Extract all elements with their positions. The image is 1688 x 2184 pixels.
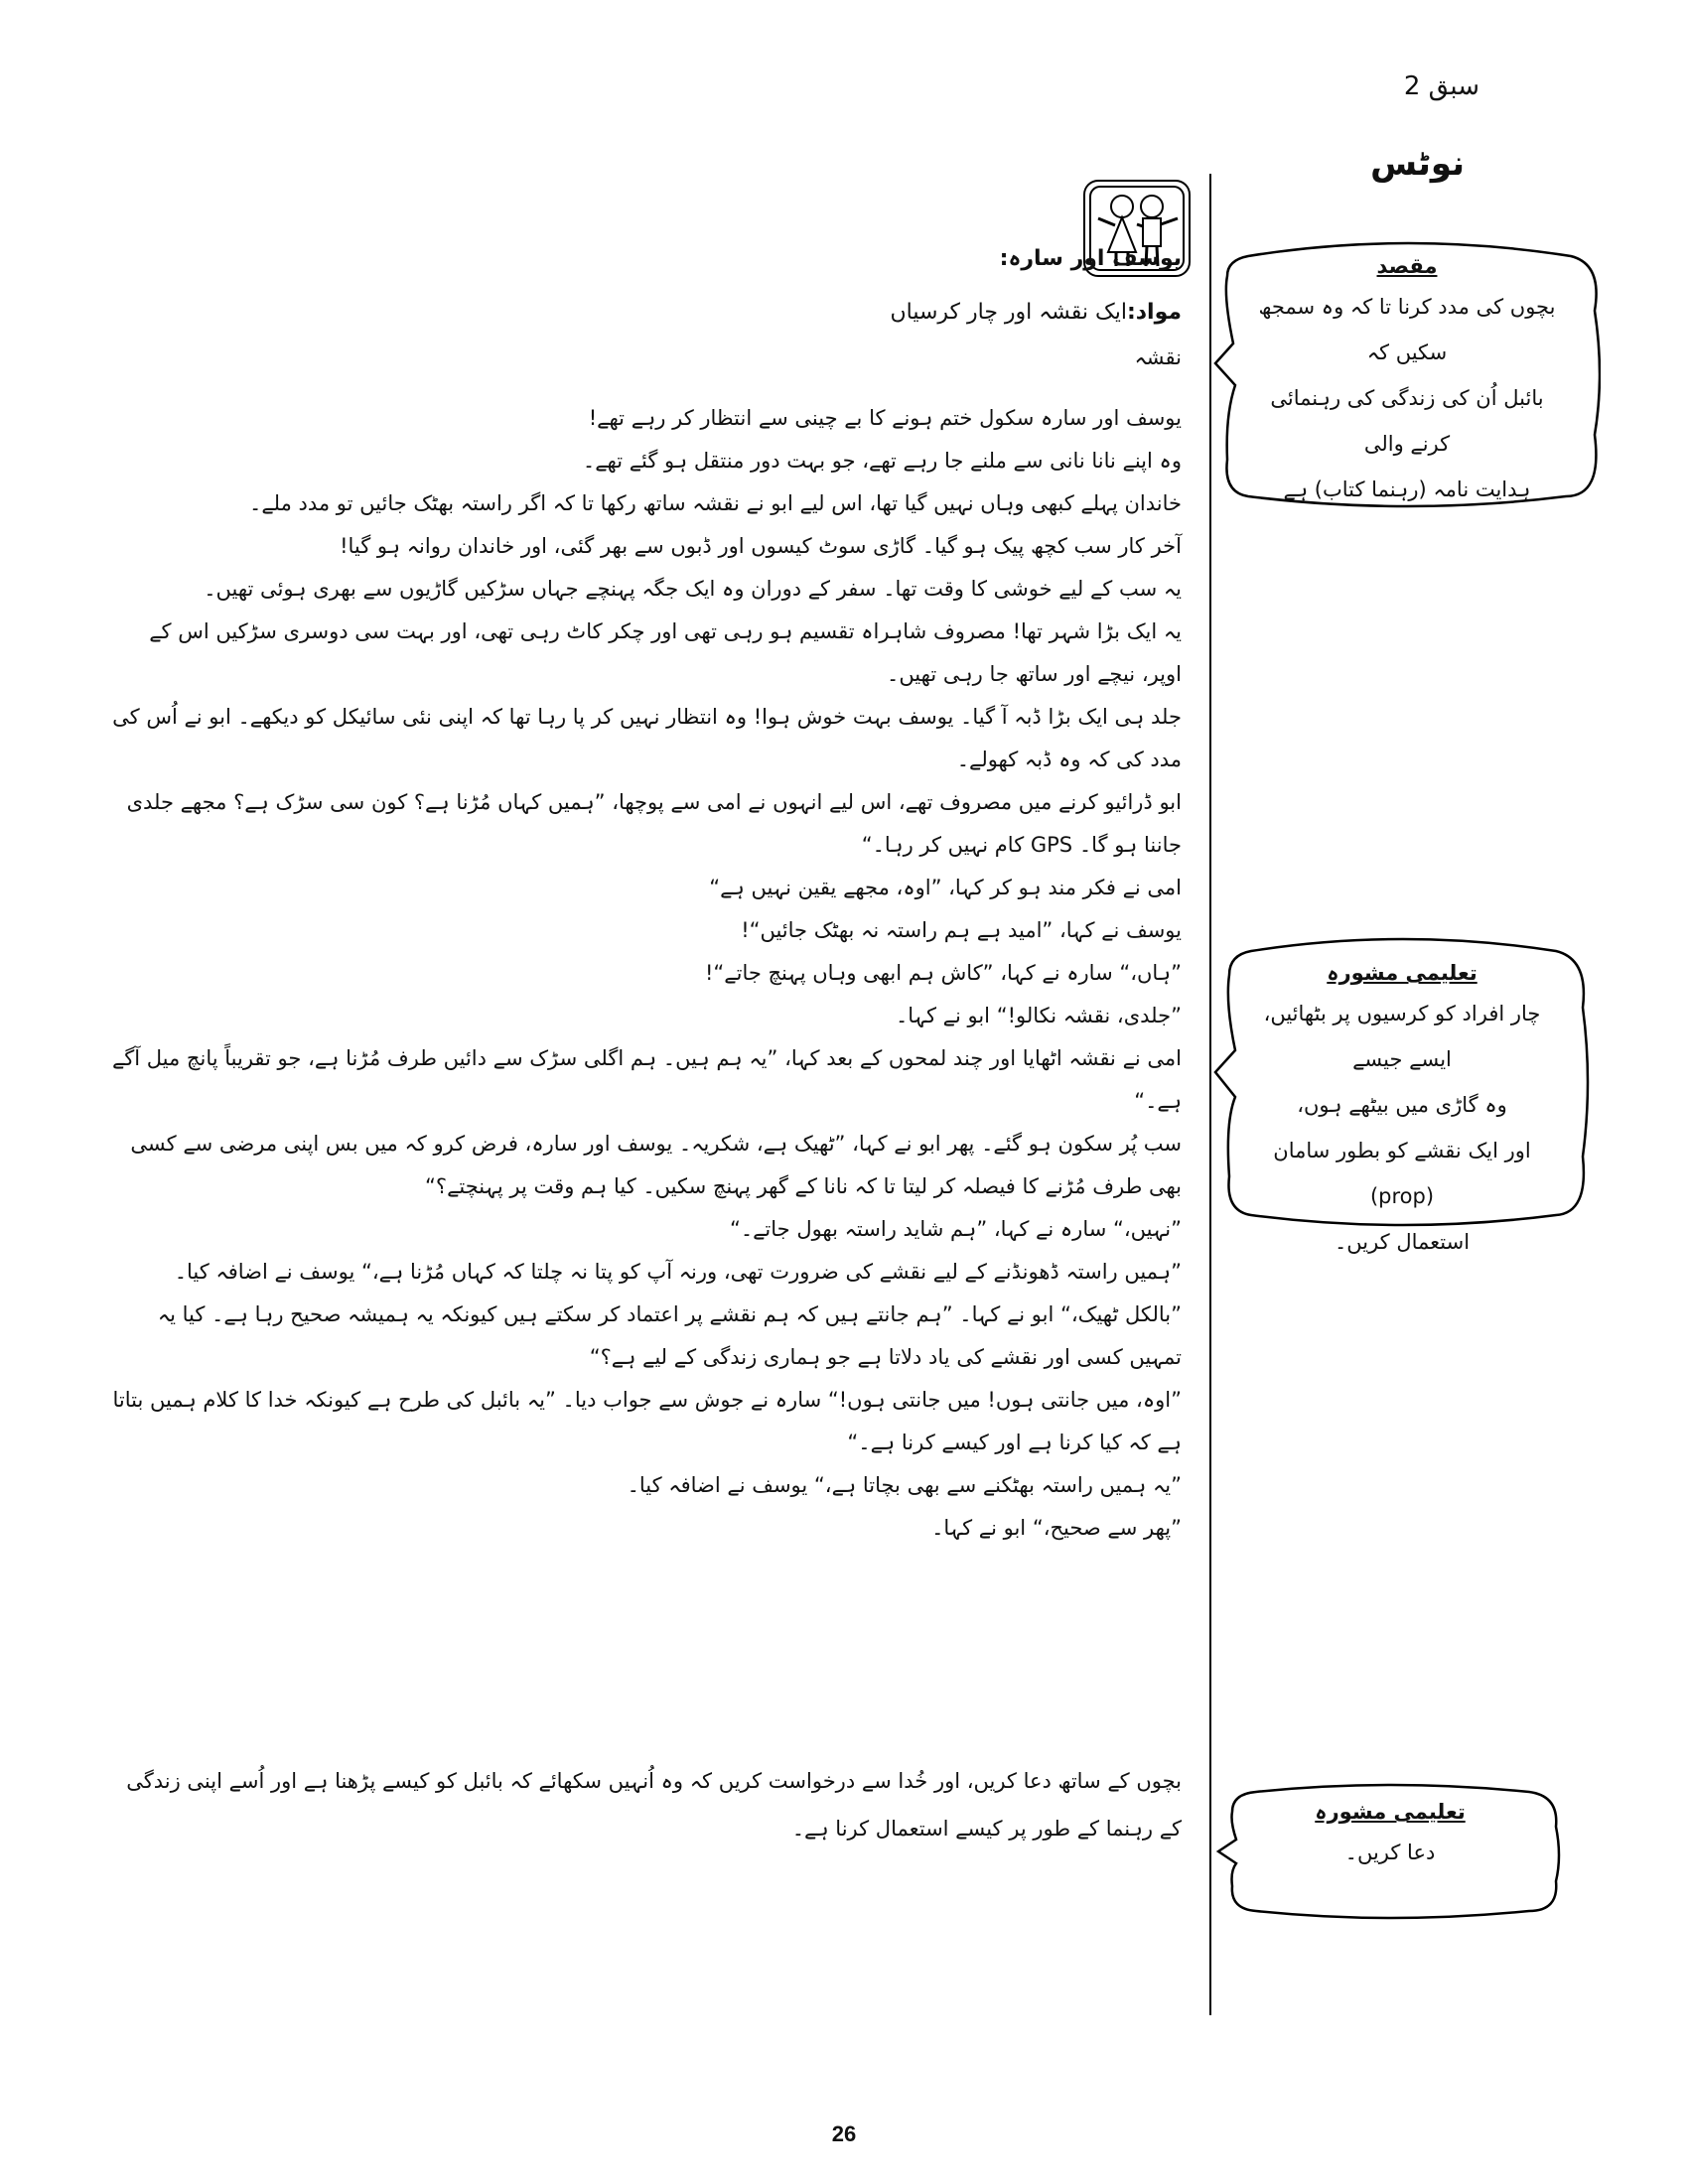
teaching-tip-callout	[1213, 933, 1591, 1254]
story-paragraph: ”اوہ، میں جانتی ہوں! میں جانتی ہوں!“ سارہ نے جوش سے جواب دیا۔ ”یہ بائبل کی طرح ہے کیونکہ خدا کا کلام ہمیں بتاتا ہے کہ کیا کرنا ہے اور کیسے کرنا ہے۔“	[112, 1388, 1182, 1454]
purpose-line: بائبل اُن کی زندگی کی رہنمائی کرنے والی	[1270, 386, 1544, 456]
story-paragraph: ”نہیں،“ سارہ نے کہا، ”ہم شاید راستہ بھول جاتے۔“	[729, 1217, 1182, 1241]
materials-text: ایک نقشہ اور چار کرسیاں	[890, 300, 1127, 325]
story-paragraph: ”بالکل ٹھیک،“ ابو نے کہا۔ ”ہم جانتے ہیں کہ ہم نقشے پر اعتماد کر سکتے ہیں کیونکہ یہ ہمیشہ صحیح رہا ہے۔ کیا یہ تمہیں کسی اور نقشے کی یاد دلاتا ہے جو ہماری زندگی کے لیے ہے؟“	[157, 1302, 1182, 1369]
story-paragraph: امی نے فکر مند ہو کر کہا، ”اوہ، مجھے یقین نہیں ہے“	[709, 876, 1182, 899]
prayer-instruction: بچوں کے ساتھ دعا کریں، اور خُدا سے درخواست کریں کہ وہ اُنہیں سکھائے کہ بائبل کو کیسے پڑھنا ہے اور اُسے اپنی زندگی کے رہنما کے طور پر کیسے استعمال کرنا ہے۔	[126, 1769, 1182, 1841]
teaching-tip-title: تعلیمی مشورہ	[1327, 961, 1477, 985]
story-title: یوسف اور سارہ:	[999, 246, 1182, 271]
story-paragraph: یہ سب کے لیے خوشی کا وقت تھا۔ سفر کے دوران وہ ایک جگہ پہنچے جہاں سڑکیں گاڑیوں سے بھری ہوئی تھیں۔	[204, 577, 1182, 601]
teaching-tip-line: چار افراد کو کرسیوں پر بٹھائیں، ایسے جیسے	[1263, 1002, 1541, 1071]
story-paragraph: جلد ہی ایک بڑا ڈبہ آ گیا۔ یوسف بہت خوش ہوا! وہ انتظار نہیں کر پا رہا تھا کہ اپنی نئی سائیکل کو دیکھے۔ ابو نے اُس کی مدد کی کہ وہ ڈبہ کھولے۔	[112, 705, 1182, 771]
purpose-callout	[1213, 236, 1601, 509]
story-paragraph: وہ اپنے نانا نانی سے ملنے جا رہے تھے، جو بہت دور منتقل ہو گئے تھے۔	[582, 449, 1182, 473]
materials-label: مواد:	[1126, 300, 1182, 325]
story-paragraph: ”یہ ہمیں راستہ بھٹکنے سے بھی بچاتا ہے،“ یوسف نے اضافہ کیا۔	[627, 1473, 1182, 1497]
notes-heading: نوٹس	[1370, 144, 1465, 184]
story-paragraph: یوسف نے کہا، ”امید ہے ہم راستہ نہ بھٹک جائیں“!	[741, 918, 1182, 942]
purpose-line: بچوں کی مدد کرنا تا کہ وہ سمجھ سکیں کہ	[1258, 295, 1556, 364]
column-divider	[1209, 174, 1211, 2015]
story-paragraph: ابو ڈرائیو کرنے میں مصروف تھے، اس لیے انہوں نے امی سے پوچھا، ”ہمیں کہاں مُڑنا ہے؟ کون سی سڑک ہے؟ مجھے جلدی جاننا ہو گا۔ GPS کام نہیں کر رہا۔“	[126, 790, 1182, 857]
story-paragraph: سب پُر سکون ہو گئے۔ پھر ابو نے کہا، ”ٹھیک ہے، شکریہ۔ یوسف اور سارہ، فرض کرو کہ میں بس اپنی مرضی سے کسی بھی طرف مُڑنے کا فیصلہ کر لیتا تا کہ نانا کے گھر پہنچ سکیں۔ کیا ہم وقت پر پہنچتے؟“	[130, 1132, 1182, 1198]
prayer-tip-title: تعلیمی مشورہ	[1315, 1800, 1466, 1824]
story-paragraph: آخر کار سب کچھ پیک ہو گیا۔ گاڑی سوٹ کیسوں اور ڈبوں سے بھر گئی، اور خاندان روانہ ہو گیا!	[340, 534, 1182, 558]
purpose-title: مقصد	[1376, 254, 1438, 278]
story-paragraph: ”پھر سے صحیح،“ ابو نے کہا۔	[931, 1516, 1182, 1540]
materials-line	[890, 300, 1182, 325]
teaching-tip-line: اور ایک نقشے کو بطور سامان (prop)	[1273, 1139, 1531, 1208]
story-paragraphs	[104, 397, 1182, 1550]
story-paragraph: ”ہمیں راستہ ڈھونڈنے کے لیے نقشے کی ضرورت تھی، ورنہ آپ کو پتا نہ چلتا کہ کہاں مُڑنا ہے،“ یوسف نے اضافہ کیا۔	[174, 1260, 1182, 1284]
story-paragraph: یہ ایک بڑا شہر تھا! مصروف شاہراہ تقسیم ہو رہی تھی اور چکر کاٹ رہی تھی، اور بہت سی دوسری سڑکیں اس کے اوپر، نیچے اور ساتھ جا رہی تھیں۔	[149, 619, 1182, 686]
story-paragraph: خاندان پہلے کبھی وہاں نہیں گیا تھا، اس لیے ابو نے نقشہ ساتھ رکھا تا کہ اگر راستہ بھٹک جائیں تو مدد ملے۔	[249, 491, 1182, 515]
page-number: 26	[831, 2121, 857, 2146]
prayer-tip-line: دعا کریں۔	[1344, 1841, 1436, 1864]
purpose-line: ہدایت نامہ (رہنما کتاب) ہے	[1283, 478, 1531, 501]
lesson-label: سبق 2	[1403, 71, 1479, 101]
map-word: نقشہ	[1134, 345, 1182, 369]
teaching-tip-line: استعمال کریں۔	[1334, 1230, 1471, 1254]
story-paragraph: ”ہاں،“ سارہ نے کہا، ”کاش ہم ابھی وہاں پہنچ جاتے“!	[705, 961, 1182, 985]
story-paragraph: یوسف اور سارہ سکول ختم ہونے کا بے چینی سے انتظار کر رہے تھے!	[588, 406, 1182, 430]
story-paragraph: امی نے نقشہ اٹھایا اور چند لمحوں کے بعد کہا، ”یہ ہم ہیں۔ ہم اگلی سڑک سے دائیں طرف مُڑنا ہے، جو تقریباً پانچ میل آگے ہے۔“	[111, 1046, 1182, 1113]
story-paragraph: ”جلدی، نقشہ نکالو!“ ابو نے کہا۔	[895, 1004, 1182, 1027]
prayer-tip-callout	[1216, 1782, 1564, 1921]
teaching-tip-line: وہ گاڑی میں بیٹھے ہوں،	[1297, 1093, 1507, 1117]
